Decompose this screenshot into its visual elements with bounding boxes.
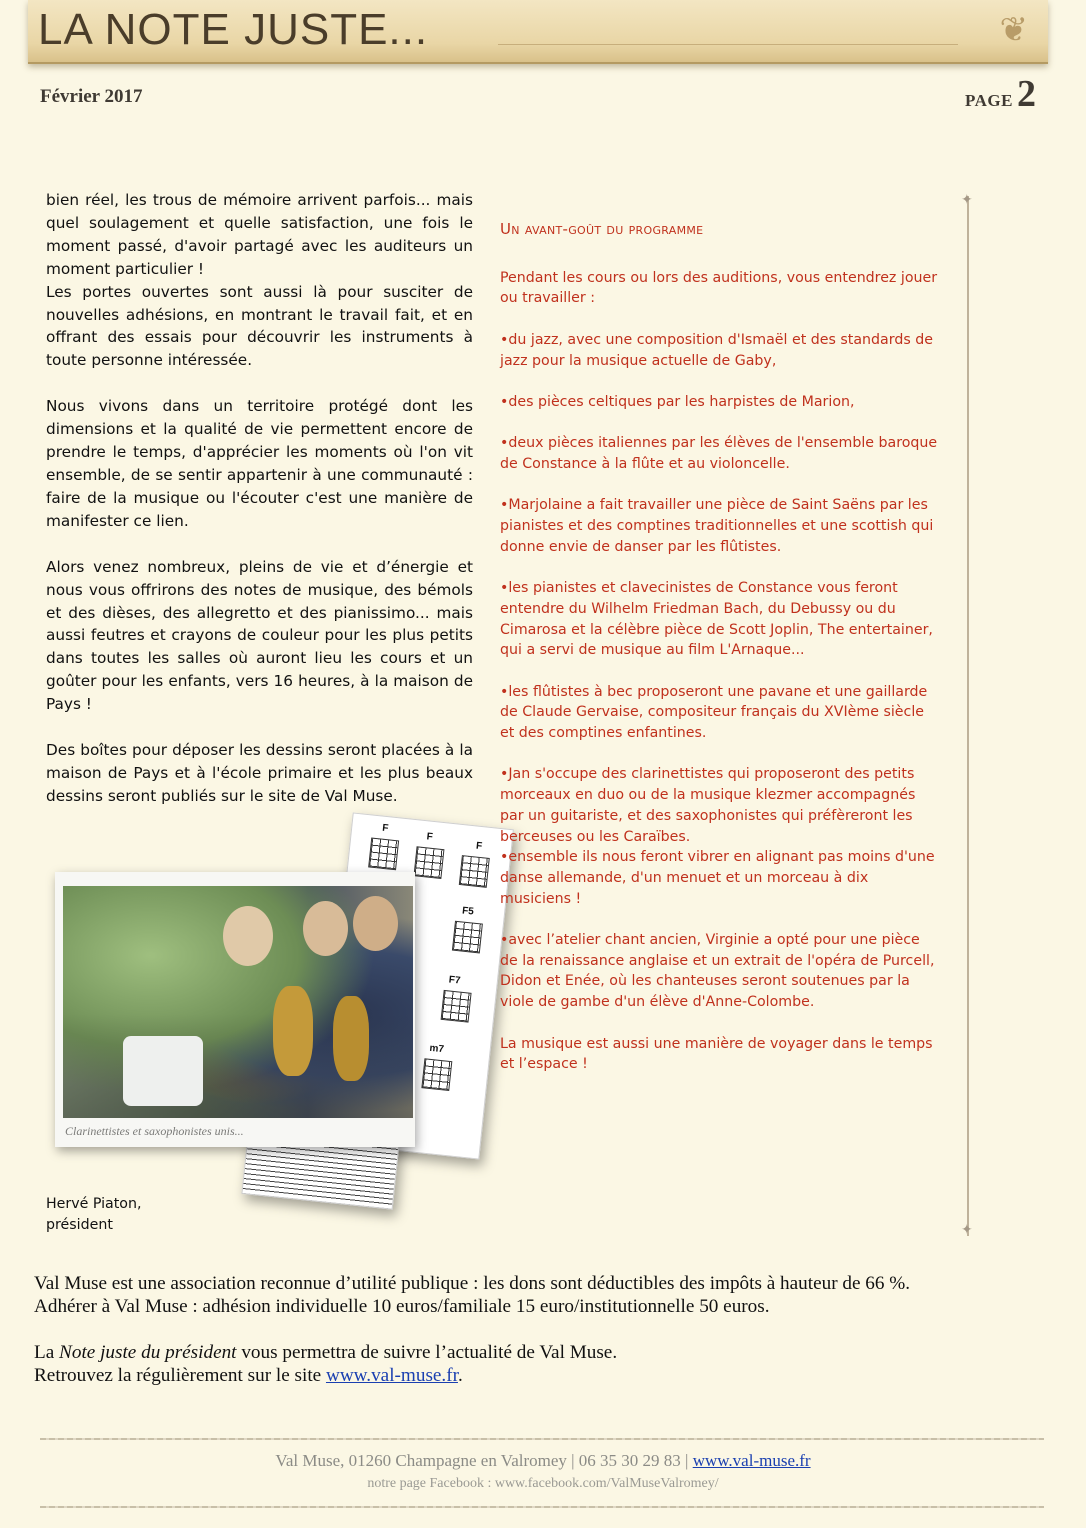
text-span: Retrouvez la régulièrement sur le site xyxy=(34,1365,326,1386)
chord-label: F7 xyxy=(448,974,462,987)
tax-info: Val Muse est une association reconnue d’utilité publique : les dons sont déductibles des impôts à hauteur de 66 %. xyxy=(34,1273,911,1294)
header-banner xyxy=(28,0,1048,64)
program-column xyxy=(500,219,940,1096)
saxophone-figure xyxy=(333,996,369,1081)
program-closing: La musique est aussi une manière de voyager dans le temps et l’espace ! xyxy=(500,1035,933,1073)
chord-label: F xyxy=(426,831,434,843)
signature-role: président xyxy=(46,1217,113,1233)
chord-diagram xyxy=(421,1058,452,1091)
banner-rule xyxy=(498,44,958,45)
chord-diagram xyxy=(413,846,444,879)
program-intro: Pendant les cours ou lors des auditions, vous entendrez jouer ou travailler : xyxy=(500,269,938,307)
website-info xyxy=(34,1364,1050,1387)
text-span: La xyxy=(34,1342,60,1363)
saxophonists-photo xyxy=(63,886,413,1118)
chord-diagram xyxy=(459,855,490,888)
text-span: vous permettra de suivre l’actualité de Val Muse. xyxy=(236,1342,618,1363)
saxophone-figure xyxy=(273,986,313,1076)
program-item: •les pianistes et clavecinistes de Constance vous feront entendre du Wilhelm Friedman Bach, du Debussy ou du Cimarosa et la célèbre pièce de Scott Joplin, The entertainer, qui a servi de musique au film L'Arnaque... xyxy=(500,580,933,659)
chord-label: F5 xyxy=(461,905,475,918)
program-item: •Marjolaine a fait travailler une pièce de Saint Saëns par les pianistes et des comptines traditionnelles et une scottish qui donne envie de danser par les flûtistes. xyxy=(500,497,934,555)
column-divider xyxy=(967,196,969,1236)
membership-fees: Adhérer à Val Muse : adhésion individuelle 10 euros/familiale 15 euro/institutionnelle 50 euros. xyxy=(34,1296,770,1317)
membership-info xyxy=(34,1272,1050,1387)
divider-cap-icon: ✦ xyxy=(961,1222,973,1238)
chord-diagram xyxy=(441,990,472,1023)
paragraph: Alors venez nombreux, pleins de vie et d’énergie et nous vous offrirons des notes de musique, des bémols et des dièses, des allegretto et des pianissimo... mais aussi feutres et crayons de couleur pour les plus petits dans toutes les salles où auront lieu les cours et un goûter pour les enfants, vers 16 heures, à la maison de Pays ! xyxy=(46,557,473,714)
paragraph: bien réel, les trous de mémoire arrivent parfois... mais quel soulagement et quelle satisfaction, une fois le moment passé, d'avoir partagé avec les auditeurs un moment particulier ! xyxy=(46,191,473,278)
note-juste-info xyxy=(34,1341,1050,1364)
program-item: •des pièces celtiques par les harpistes de Marion, xyxy=(500,393,855,410)
program-heading: Un avant-goût du programme xyxy=(500,220,704,238)
program-item: •deux pièces italiennes par les élèves de l'ensemble baroque de Constance à la flûte et au violoncelle. xyxy=(500,435,938,472)
paragraph: Les portes ouvertes sont aussi là pour susciter de nouvelles adhésions, en montrant le travail fait, et en offrant des essais pour découvrir les instruments à toute personne intéressée. xyxy=(46,282,473,370)
footer-address: Val Muse, 01260 Champagne en Valromey | 06 35 30 29 83 | xyxy=(275,1451,693,1470)
program-item: •du jazz, avec une composition d'Ismaël et des standards de jazz pour la musique actuelle de Gaby, xyxy=(500,331,933,369)
chord-label: F xyxy=(381,822,389,835)
signature xyxy=(46,1194,142,1236)
chord-diagram xyxy=(452,921,483,954)
text-span: . xyxy=(457,1365,463,1386)
newsletter-title: LA NOTE JUSTE... xyxy=(38,5,429,54)
footer-rule xyxy=(40,1506,1044,1508)
website-link[interactable]: www.val-muse.fr xyxy=(325,1365,458,1386)
note-juste-title: Note juste du président xyxy=(59,1342,237,1363)
footer-contact xyxy=(0,1451,1086,1471)
page-indicator xyxy=(965,72,1036,116)
signature-name: Hervé Piaton, xyxy=(46,1196,142,1212)
divider-cap-icon: ✦ xyxy=(961,192,973,208)
musician-figure xyxy=(353,896,398,951)
page-number: 2 xyxy=(1017,73,1036,115)
issue-date: Février 2017 xyxy=(40,86,143,107)
paragraph: Des boîtes pour déposer les dessins seront placées à la maison de Pays et à l'école primaire et les plus beaux dessins seront publiés sur le site de Val Muse. xyxy=(46,741,473,805)
page-label: PAGE xyxy=(965,91,1013,110)
left-column xyxy=(46,189,473,831)
musician-figure xyxy=(223,906,273,966)
program-item: •ensemble ils nous feront vibrer en alignant pas moins d'une danse allemande, d'un menuet et un morceau à dix musiciens ! xyxy=(500,849,935,907)
photo-caption: Clarinettistes et saxophonistes unis... xyxy=(65,1124,244,1138)
program-item: •les flûtistes à bec proposeront une pavane et une gaillarde de Claude Gervaise, compositeur français du XVIème siècle et des comptines enfantines. xyxy=(500,683,928,742)
sheet-paper-figure xyxy=(123,1036,203,1106)
ornament-icon: ❦ xyxy=(999,10,1028,50)
chord-diagram xyxy=(368,838,399,871)
program-item: •Jan s'occupe des clarinettistes qui proposeront des petits morceaux en duo ou de la musique klezmer accompagnés par un guitariste, et des saxophonistes qui préfèreront les berceuses ou les Caraïbes. xyxy=(500,766,916,845)
paragraph: Nous vivons dans un territoire protégé dont les dimensions et la qualité de vie permettent encore de prendre le temps, d'apprécier les moments où l'on vit ensemble, de se sentir appartenir à une communauté : faire de la musique ou l'écouter c'est une manière de manifester ce lien. xyxy=(46,397,473,530)
chord-label: m7 xyxy=(428,1042,445,1056)
footer-facebook: notre page Facebook : www.facebook.com/ValMuseValromey/ xyxy=(367,1476,719,1491)
photo-frame xyxy=(55,872,415,1147)
musician-figure xyxy=(303,901,348,956)
chord-label: F xyxy=(475,840,483,853)
footer-rule xyxy=(40,1438,1044,1440)
footer-website-link[interactable]: www.val-muse.fr xyxy=(692,1451,811,1470)
photo-collage xyxy=(50,810,483,1230)
program-item: •avec l’atelier chant ancien, Virginie a opté pour une pièce de la renaissance anglaise et un extrait de l'opéra de Purcell, Didon et Enée, où les chanteuses seront soutenues par la viole de gambe d'un élève d'Anne-Colombe. xyxy=(500,932,935,1011)
